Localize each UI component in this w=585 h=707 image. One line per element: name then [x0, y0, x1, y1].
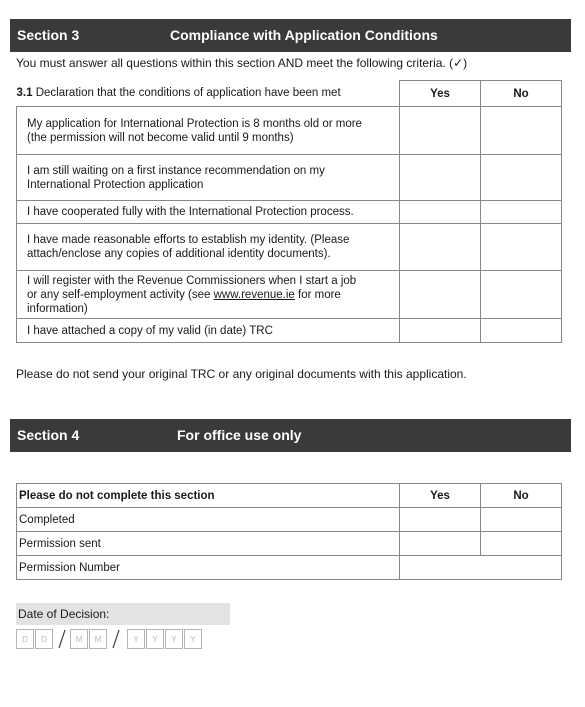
- section-4-title: For office use only: [177, 427, 302, 443]
- month-digit-box[interactable]: M: [70, 629, 88, 649]
- yes-checkbox-cell[interactable]: [400, 155, 481, 201]
- yes-checkbox-cell[interactable]: [400, 508, 481, 532]
- no-checkbox-cell[interactable]: [481, 224, 562, 271]
- year-digit-box[interactable]: Y: [184, 629, 202, 649]
- yes-checkbox-cell[interactable]: [400, 532, 481, 556]
- year-digit-box[interactable]: Y: [127, 629, 145, 649]
- no-checkbox-cell[interactable]: [481, 532, 562, 556]
- section-3-number: Section 3: [17, 27, 80, 43]
- section-3-title: Compliance with Application Conditions: [170, 27, 438, 43]
- section-3-banner: [10, 19, 571, 52]
- no-checkbox-cell[interactable]: [481, 271, 562, 319]
- compliance-table: [16, 80, 562, 343]
- original-documents-note: Please do not send your original TRC or any original documents with this application.: [16, 367, 467, 381]
- criterion-text: I am still waiting on a first instance recommendation on my International Protection application: [17, 155, 400, 201]
- office-row-label: Completed: [17, 508, 400, 532]
- criterion-text: I have attached a copy of my valid (in date) TRC: [17, 319, 400, 343]
- table-row: [17, 107, 562, 155]
- table-row: [17, 224, 562, 271]
- table-row: [17, 556, 562, 580]
- question-3-1: [17, 81, 400, 107]
- office-header-text: Please do not complete this section: [17, 484, 400, 508]
- yes-checkbox-cell[interactable]: [400, 271, 481, 319]
- office-row-label: Permission Number: [17, 556, 400, 580]
- office-row-label: Permission sent: [17, 532, 400, 556]
- yes-checkbox-cell[interactable]: [400, 224, 481, 271]
- section-4-number: Section 4: [17, 427, 80, 443]
- table-row: [17, 201, 562, 224]
- no-checkbox-cell[interactable]: [481, 107, 562, 155]
- date-separator-icon: [54, 628, 70, 650]
- criterion-text: My application for International Protection is 8 months old or more (the permission will not become valid until 9 months): [17, 107, 400, 155]
- question-number: 3.1: [16, 87, 33, 100]
- day-digit-box[interactable]: D: [16, 629, 34, 649]
- table-row: [17, 155, 562, 201]
- no-checkbox-cell[interactable]: [481, 201, 562, 224]
- criterion-text: I have cooperated fully with the International Protection process.: [17, 201, 400, 224]
- date-separator-icon: [108, 628, 124, 650]
- office-no-header: No: [481, 484, 562, 508]
- table-row: [17, 508, 562, 532]
- office-header-row: [17, 484, 562, 508]
- yes-checkbox-cell[interactable]: [400, 107, 481, 155]
- day-digit-box[interactable]: D: [35, 629, 53, 649]
- year-digit-box[interactable]: Y: [146, 629, 164, 649]
- revenue-link[interactable]: www.revenue.ie: [213, 288, 295, 301]
- date-of-decision-input[interactable]: [16, 628, 203, 650]
- yes-column-header: Yes: [400, 81, 481, 107]
- section-3-instruction: You must answer all questions within this section AND meet the following criteria. (✓): [16, 56, 468, 70]
- criterion-text: I have made reasonable efforts to establish my identity. (Please attach/enclose any copies of additional identity documents).: [17, 224, 400, 271]
- no-column-header: No: [481, 81, 562, 107]
- no-checkbox-cell[interactable]: [481, 155, 562, 201]
- table-row: [17, 271, 562, 319]
- yes-checkbox-cell[interactable]: [400, 319, 481, 343]
- date-of-decision-label: Date of Decision:: [16, 603, 230, 625]
- compliance-header-row: [17, 81, 562, 107]
- permission-number-field[interactable]: [400, 556, 562, 580]
- no-checkbox-cell[interactable]: [481, 508, 562, 532]
- section-4-banner: [10, 419, 571, 452]
- question-text: Declaration that the conditions of application have been met: [35, 87, 341, 100]
- year-digit-box[interactable]: Y: [165, 629, 183, 649]
- month-digit-box[interactable]: M: [89, 629, 107, 649]
- table-row: [17, 532, 562, 556]
- criterion-text: I will register with the Revenue Commissioners when I start a job or any self-employment activity (see www.revenue.ie for more information): [17, 271, 400, 319]
- no-checkbox-cell[interactable]: [481, 319, 562, 343]
- yes-checkbox-cell[interactable]: [400, 201, 481, 224]
- table-row: [17, 319, 562, 343]
- office-yes-header: Yes: [400, 484, 481, 508]
- office-use-table: [16, 483, 562, 580]
